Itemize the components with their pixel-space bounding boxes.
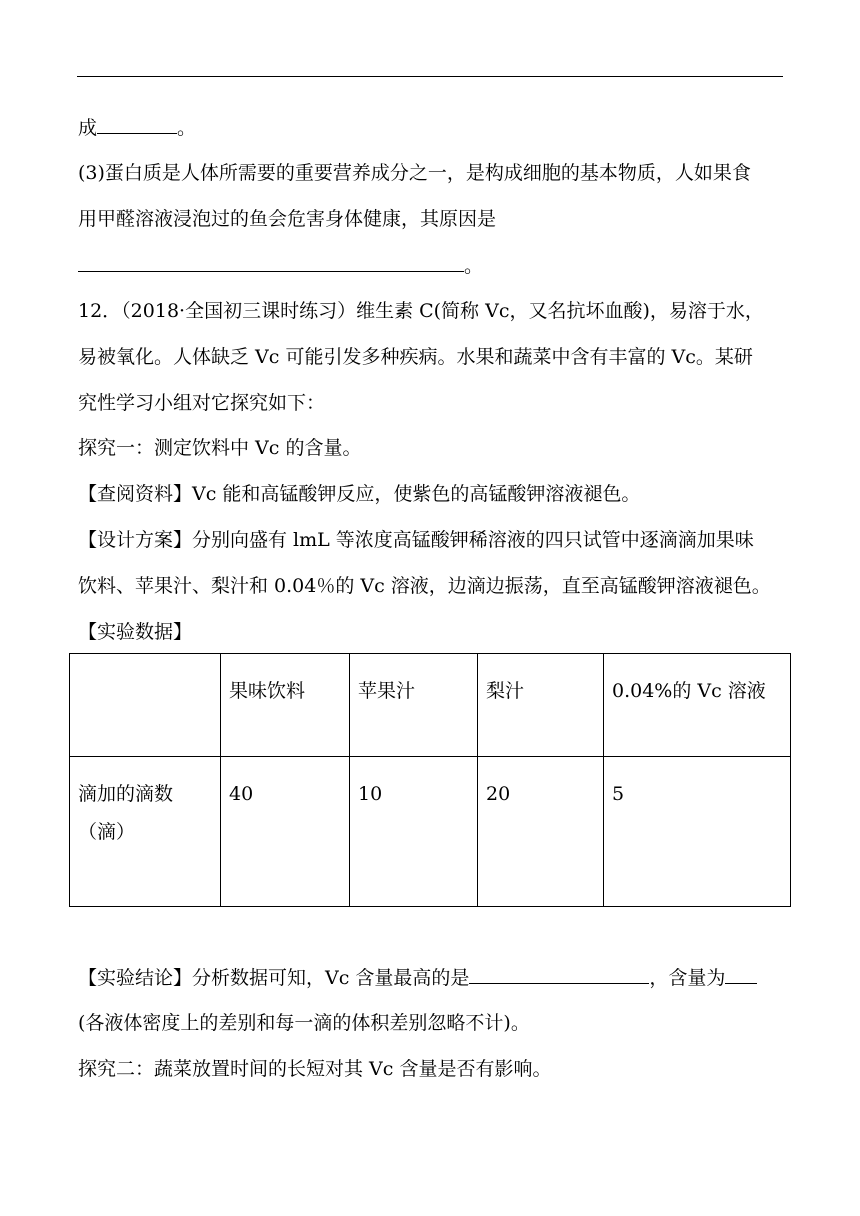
question-12-line-1: 12．（2018·全国初三课时练习）维生素 C(简称 Vc，又名抗坏血酸)，易溶于水，	[78, 300, 764, 322]
table-header-cell: 苹果汁	[350, 654, 478, 757]
probe-1-heading: 探究一：测定饮料中 Vc 的含量。	[78, 437, 362, 459]
table-cell: 10	[350, 757, 478, 907]
header-rule	[77, 76, 783, 77]
table-row	[70, 757, 791, 907]
conclusion-line-2: (各液体密度上的差别和每一滴的体积差别忽略不计)。	[78, 1012, 530, 1034]
question-3-answer-line	[78, 253, 483, 278]
reference-material: 【查阅资料】Vc 能和高锰酸钾反应，使紫色的高锰酸钾溶液褪色。	[78, 483, 641, 505]
line-text: 。	[177, 117, 197, 139]
answer-blank[interactable]	[97, 115, 177, 134]
experiment-data-table	[69, 653, 791, 907]
design-plan-line-1: 【设计方案】分别向盛有 lmL 等浓度高锰酸钾稀溶液的四只试管中逐滴滴加果味	[78, 529, 754, 551]
answer-blank[interactable]	[725, 965, 757, 984]
data-heading: 【实验数据】	[78, 621, 193, 643]
line-text: 。	[464, 255, 484, 277]
line-text: 【实验结论】分析数据可知，Vc 含量最高的是	[78, 967, 470, 989]
question-12-line-2: 易被氧化。人体缺乏 Vc 可能引发多种疾病。水果和蔬菜中含有丰富的 Vc。某研	[78, 346, 753, 368]
answer-blank[interactable]	[469, 965, 649, 984]
table-header-cell: 0.04%的 Vc 溶液	[604, 654, 791, 757]
table-row-label	[70, 757, 221, 907]
question-12-line-3: 究性学习小组对它探究如下：	[78, 392, 326, 414]
table-corner-cell	[70, 654, 221, 757]
row-label-unit: （滴）	[78, 821, 136, 843]
question-3-line-2: 用甲醛溶液浸泡过的鱼会危害身体健康，其原因是	[78, 208, 497, 230]
table-header-cell: 梨汁	[478, 654, 604, 757]
answer-blank[interactable]	[78, 253, 464, 272]
probe-2-heading: 探究二：蔬菜放置时间的长短对其 Vc 含量是否有影响。	[78, 1058, 552, 1080]
question-3-line-1: (3)蛋白质是人体所需要的重要营养成分之一，是构成细胞的基本物质，人如果食	[78, 162, 751, 184]
table-header-cell: 果味饮料	[221, 654, 350, 757]
line-text: ，含量为	[649, 967, 726, 989]
line-text: 成	[78, 117, 98, 139]
table-cell: 5	[604, 757, 791, 907]
table-cell: 20	[478, 757, 604, 907]
design-plan-line-2: 饮料、苹果汁、梨汁和 0.04％的 Vc 溶液，边滴边振荡，直至高锰酸钾溶液褪色。	[78, 575, 771, 597]
row-label-text: 滴加的滴数	[78, 783, 174, 805]
answer-line-continuation	[78, 115, 196, 140]
table-header-row	[70, 654, 791, 757]
table-cell: 40	[221, 757, 350, 907]
conclusion-line-1	[78, 965, 757, 990]
